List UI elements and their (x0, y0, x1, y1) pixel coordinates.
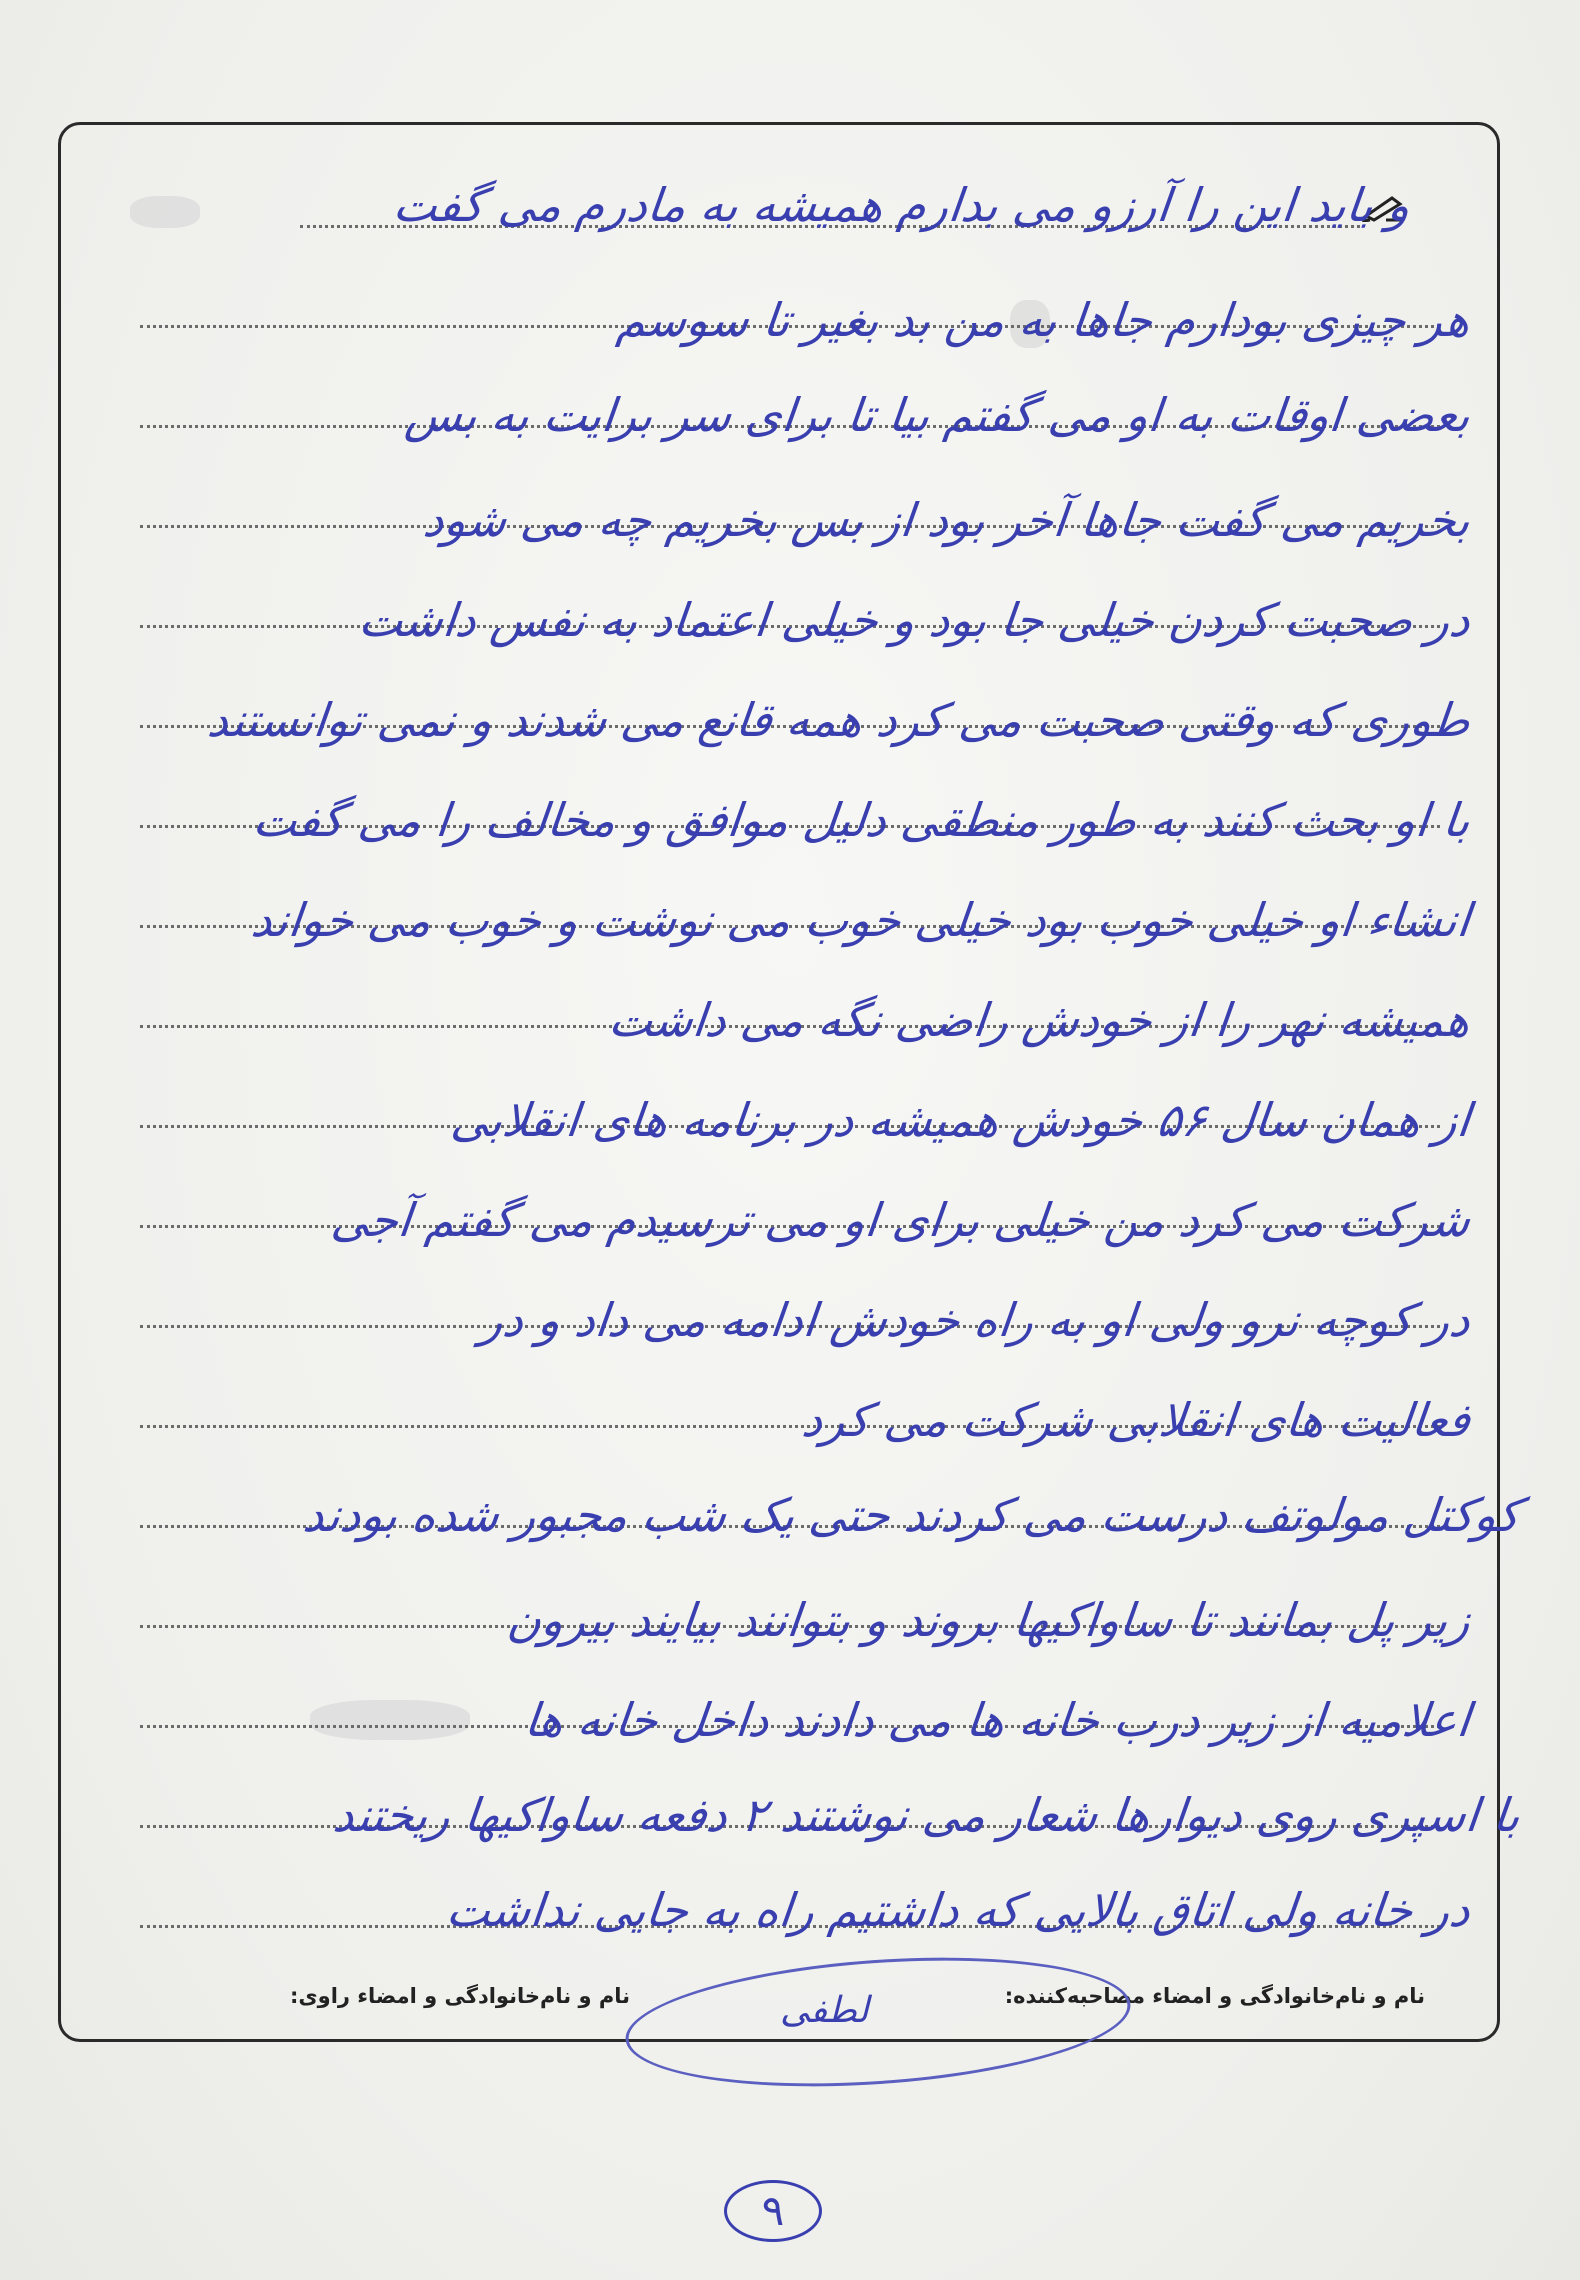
handwritten-line-6: طوری که وقتی صحبت می کرد همه قانع می شدند و نمی توانستند (205, 693, 1473, 747)
handwritten-line-1: و باید این را آرزو می بدارم همیشه به مادرم می گفت (390, 178, 1413, 232)
handwritten-line-2: هر چیزی بودارم جاها به من بد بغیر تا سوسم (614, 293, 1473, 347)
page-number: ۹ (724, 2180, 822, 2242)
handwritten-line-16: اعلامیه از زیر درب خانه ها می دادند داخل خانه ها (522, 1693, 1473, 1747)
interviewer-signature: لطفی (780, 1990, 869, 2031)
handwritten-line-15: زیر پل بمانند تا ساواکیها بروند و بتوانند بیایند بیرون (504, 1593, 1473, 1647)
interviewer-label: نام و نام‌خانوادگی و امضاء مصاحبه‌کننده: (1004, 1984, 1425, 2008)
handwritten-line-10: از همان سال ۵۶ خودش همیشه در برنامه های انقلابی (448, 1093, 1473, 1147)
handwritten-line-13: فعالیت های انقلابی شرکت می کرد (799, 1393, 1473, 1447)
narrator-label: نام و نام‌خانوادگی و امضاء راوی: (290, 1984, 630, 2008)
handwritten-line-8: انشاء او خیلی خوب بود خیلی خوب می نوشت و خوب می خواند (248, 893, 1473, 947)
handwritten-line-14: کوکتل مولوتف درست می کردند حتی یک شب مجبور شده بودند (300, 1488, 1523, 1542)
handwritten-line-4: بخریم می گفت جاها آخر بود از بس بخریم چه می شود (420, 493, 1473, 547)
handwritten-line-11: شرکت می کرد من خیلی برای او می ترسیدم می گفتم آجی (328, 1193, 1473, 1247)
handwritten-line-5: در صحبت کردن خیلی جا بود و خیلی اعتماد به نفس داشت (356, 593, 1473, 647)
handwritten-line-9: همیشه نهر را از خودش راضی نگه می داشت (606, 993, 1473, 1047)
handwritten-line-17: با اسپری روی دیوارها شعار می نوشتند ۲ دفعه ساواکیها ریختند (330, 1788, 1523, 1842)
handwritten-line-12: در کوچه نرو ولی او به راه خودش ادامه می داد و در (477, 1293, 1473, 1347)
handwritten-line-3: بعضی اوقات به او می گفتم بیا تا برای سر برایت به بس (402, 388, 1473, 442)
handwritten-line-7: با او بحث کنند به طور منطقی دلیل موافق و مخالف را می گفت (250, 793, 1473, 847)
handwritten-line-18: در خانه ولی اتاق بالایی که داشتیم راه به جایی نداشت (443, 1883, 1473, 1937)
